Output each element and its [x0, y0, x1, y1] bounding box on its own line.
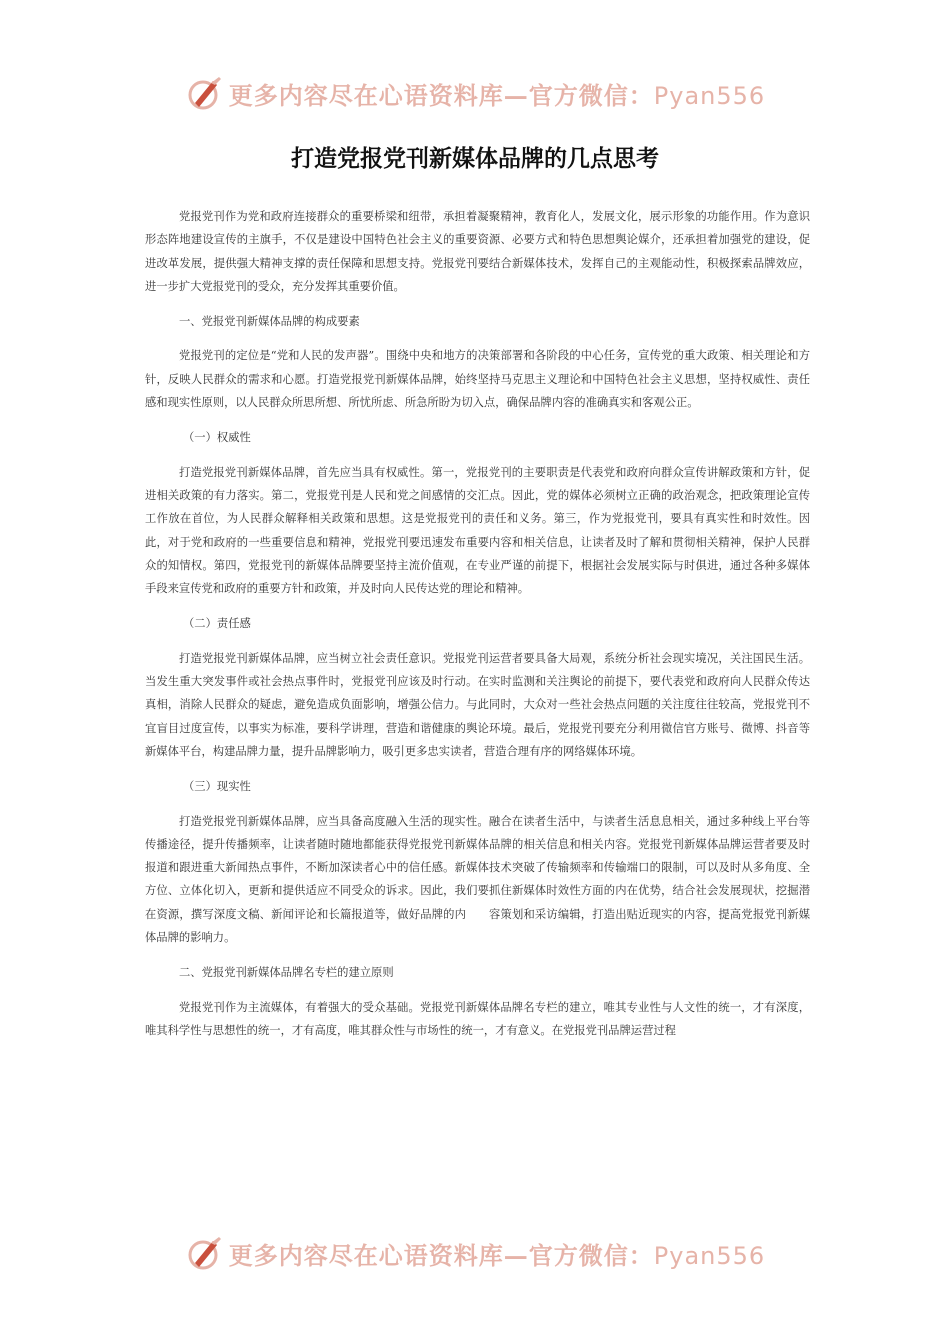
- paragraph: 党报党刊作为主流媒体，有着强大的受众基础。党报党刊新媒体品牌名专栏的建立，唯其专业性与人文性的统一，才有深度，唯其科学性与思想性的统一，才有高度，唯其群众性与市场性的统一，才有意义。在党报党刊品牌运营过程: [145, 1000, 810, 1037]
- watermark-text: 更多内容尽在心语资料库—官方微信：Pyan556: [228, 80, 766, 110]
- subsection-heading: （二）责任感: [183, 617, 251, 631]
- subsection-heading: （一）权威性: [183, 431, 251, 445]
- pen-logo-icon: [185, 73, 225, 113]
- article-body: [145, 205, 810, 1042]
- section-heading: 一、党报党刊新媒体品牌的构成要素: [179, 315, 360, 329]
- watermark-text: 更多内容尽在心语资料库—官方微信：Pyan556: [228, 1240, 766, 1270]
- paragraph: 党报党刊作为党和政府连接群众的重要桥梁和纽带，承担着凝聚精神，教育化人，发展文化，展示形象的功能作用。作为意识形态阵地建设宣传的主旗手，不仅是建设中国特色社会主义的重要资源、必要方式和特色思想舆论媒介，还承担着加强党的建设，促进改革发展，提供强大精神支撑的责任保障和思想支持。党报党刊要结合新媒体技术，发挥自己的主观能动性，积极探索品牌效应，进一步扩大党报党刊的受众，充分发挥其重要价值。: [145, 210, 810, 293]
- watermark-banner-bottom: [0, 1228, 950, 1278]
- paragraph: 党报党刊的定位是“党和人民的发声器”。围绕中央和地方的决策部署和各阶段的中心任务，宣传党的重大政策、相关理论和方针，反映人民群众的需求和心愿。打造党报党刊新媒体品牌，始终坚持马克思主义理论和中国特色社会主义思想，坚持权威性、责任感和现实性原则，以人民群众所思所想、所忧所虑、所急所盼为切入点，确保品牌内容的准确真实和客观公正。: [145, 349, 810, 410]
- page-title: 打造党报党刊新媒体品牌的几点思考: [291, 146, 659, 172]
- paragraph: 打造党报党刊新媒体品牌，应当具备高度融入生活的现实性。融合在读者生活中，与读者生活息息相关，通过多种线上平台等传播途径，提升传播频率，让读者随时随地都能获得党报党刊新媒体品牌的相关信息和相关内容。党报党刊新媒体品牌运营者要及时报道和跟进重大新闻热点事件，不断加深读者心中的信任感。新媒体技术突破了传输频率和传输端口的限制，可以及时从多角度、全方位、立体化切入，更新和提供适应不同受众的诉求。因此，我们要抓住新媒体时效性方面的内在优势，结合社会发展现状，挖掘潜在资源，撰写深度文稿、新闻评论和长篇报道等，做好品牌的内 容策划和采访编辑，打造出贴近现实的内容，提高党报党刊新媒体品牌的影响力。: [145, 814, 810, 945]
- watermark-banner-top: [0, 68, 950, 118]
- subsection-heading: （三）现实性: [183, 780, 251, 794]
- pen-logo-icon: [185, 1233, 225, 1273]
- section-heading: 二、党报党刊新媒体品牌名专栏的建立原则: [179, 966, 394, 980]
- paragraph: 打造党报党刊新媒体品牌，首先应当具有权威性。第一，党报党刊的主要职责是代表党和政府向群众宣传讲解政策和方针，促进相关政策的有力落实。第二，党报党刊是人民和党之间感情的交汇点。因此，党的媒体必须树立正确的政治观念，把政策理论宣传工作放在首位，为人民群众解释相关政策和思想。这是党报党刊的责任和义务。第三，作为党报党刊，要具有真实性和时效性。因此，对于党和政府的一些重要信息和精神，党报党刊要迅速发布重要内容和相关信息，让读者及时了解和贯彻相关精神，保护人民群众的知情权。第四，党报党刊的新媒体品牌要坚持主流价值观，在专业严谨的前提下，根据社会发展实际与时俱进，通过各种多媒体手段来宣传党和政府的重要方针和政策，并及时向人民传达党的理论和精神。: [145, 465, 810, 596]
- paragraph: 打造党报党刊新媒体品牌，应当树立社会责任意识。党报党刊运营者要具备大局观，系统分析社会现实境况，关注国民生活。当发生重大突发事件或社会热点事件时，党报党刊应该及时行动。在实时监测和关注舆论的前提下，要代表党和政府向人民群众传达真相，消除人民群众的疑虑，避免造成负面影响，增强公信力。与此同时，大众对一些社会热点问题的关注度往往较高，党报党刊不宜盲目过度宣传，以事实为标准，要科学讲理，营造和谐健康的舆论环境。最后，党报党刊要充分利用微信官方账号、微博、抖音等新媒体平台，构建品牌力量，提升品牌影响力，吸引更多忠实读者，营造合理有序的网络媒体环境。: [145, 651, 810, 758]
